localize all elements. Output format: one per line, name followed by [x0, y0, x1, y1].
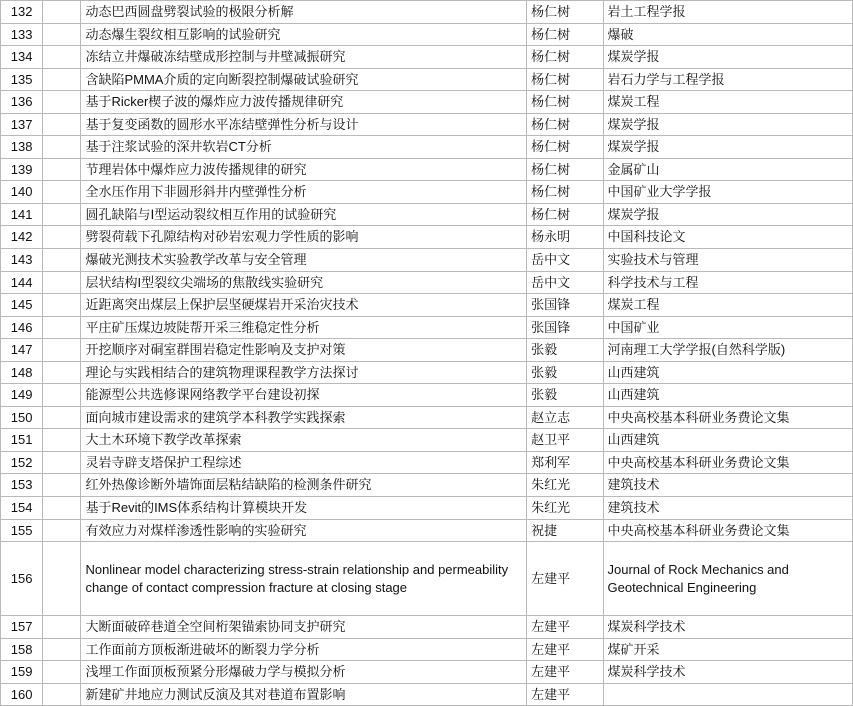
- row-index-cell: 148: [1, 361, 43, 384]
- journal-cell: 煤炭学报: [603, 136, 853, 159]
- paper-title-cell: 基于Revit的IMS体系结构计算模块开发: [81, 497, 527, 520]
- table-row: [1, 519, 853, 542]
- row-spacer-cell: [43, 1, 81, 24]
- row-spacer-cell: [43, 226, 81, 249]
- row-index-cell: 153: [1, 474, 43, 497]
- journal-cell: 煤炭工程: [603, 91, 853, 114]
- author-cell: 朱红光: [527, 497, 603, 520]
- row-spacer-cell: [43, 271, 81, 294]
- paper-title-cell: 平庄矿压煤边坡陡帮开采三维稳定性分析: [81, 316, 527, 339]
- paper-title-cell: 新建矿井地应力测试反演及其对巷道布置影响: [81, 683, 527, 706]
- row-index-cell: 149: [1, 384, 43, 407]
- table-row: [1, 361, 853, 384]
- author-cell: 杨仁树: [527, 158, 603, 181]
- paper-title-cell: 大土木环境下教学改革探索: [81, 429, 527, 452]
- row-spacer-cell: [43, 451, 81, 474]
- paper-title-cell: 节理岩体中爆炸应力波传播规律的研究: [81, 158, 527, 181]
- paper-title-cell: 动态巴西圆盘劈裂试验的极限分析解: [81, 1, 527, 24]
- row-index-cell: 157: [1, 616, 43, 639]
- row-index-cell: 151: [1, 429, 43, 452]
- table-row: [1, 661, 853, 684]
- table-row: [1, 316, 853, 339]
- row-spacer-cell: [43, 406, 81, 429]
- author-cell: 杨仁树: [527, 1, 603, 24]
- author-cell: 岳中文: [527, 271, 603, 294]
- table-row: [1, 68, 853, 91]
- author-cell: 杨永明: [527, 226, 603, 249]
- journal-cell: 煤炭科学技术: [603, 661, 853, 684]
- paper-title-cell: 浅埋工作面顶板预紧分形爆破力学与模拟分析: [81, 661, 527, 684]
- row-index-cell: 159: [1, 661, 43, 684]
- table-row: [1, 158, 853, 181]
- journal-cell: 建筑技术: [603, 497, 853, 520]
- journal-cell: 山西建筑: [603, 429, 853, 452]
- paper-title-cell: 理论与实践相结合的建筑物理课程教学方法探讨: [81, 361, 527, 384]
- table-row: [1, 271, 853, 294]
- row-spacer-cell: [43, 616, 81, 639]
- row-spacer-cell: [43, 497, 81, 520]
- row-spacer-cell: [43, 661, 81, 684]
- table-row: [1, 638, 853, 661]
- author-cell: 杨仁树: [527, 68, 603, 91]
- paper-title-cell: 爆破光测技术实验教学改革与安全管理: [81, 249, 527, 272]
- row-spacer-cell: [43, 683, 81, 706]
- row-spacer-cell: [43, 113, 81, 136]
- row-spacer-cell: [43, 384, 81, 407]
- table-row: [1, 226, 853, 249]
- author-cell: 杨仁树: [527, 136, 603, 159]
- journal-cell: 建筑技术: [603, 474, 853, 497]
- paper-title-cell: 灵岩寺辟支塔保护工程综述: [81, 451, 527, 474]
- journal-cell: 煤炭学报: [603, 113, 853, 136]
- row-index-cell: 154: [1, 497, 43, 520]
- author-cell: 张毅: [527, 384, 603, 407]
- row-spacer-cell: [43, 203, 81, 226]
- table-row: [1, 429, 853, 452]
- author-cell: 张毅: [527, 361, 603, 384]
- paper-title-cell: 大断面破碎巷道全空间桁架锚索协同支护研究: [81, 616, 527, 639]
- paper-title-cell: 基于复变函数的圆形水平冻结壁弹性分析与设计: [81, 113, 527, 136]
- author-cell: 张毅: [527, 339, 603, 362]
- table-row: [1, 113, 853, 136]
- author-cell: 杨仁树: [527, 23, 603, 46]
- row-index-cell: 160: [1, 683, 43, 706]
- table-row: [1, 683, 853, 706]
- journal-cell: 煤矿开采: [603, 638, 853, 661]
- row-spacer-cell: [43, 158, 81, 181]
- author-cell: 赵立志: [527, 406, 603, 429]
- author-cell: 朱红光: [527, 474, 603, 497]
- table-row: [1, 339, 853, 362]
- row-index-cell: 143: [1, 249, 43, 272]
- paper-title-cell: 工作面前方顶板渐进破坏的断裂力学分析: [81, 638, 527, 661]
- row-index-cell: 152: [1, 451, 43, 474]
- row-spacer-cell: [43, 429, 81, 452]
- author-cell: 杨仁树: [527, 46, 603, 69]
- journal-cell: 山西建筑: [603, 361, 853, 384]
- author-cell: 岳中文: [527, 249, 603, 272]
- row-index-cell: 144: [1, 271, 43, 294]
- table-row: [1, 542, 853, 616]
- author-cell: 杨仁树: [527, 113, 603, 136]
- paper-title-cell: 面向城市建设需求的建筑学本科教学实践探索: [81, 406, 527, 429]
- row-spacer-cell: [43, 91, 81, 114]
- row-index-cell: 145: [1, 294, 43, 317]
- paper-title-cell: 基于Ricker楔子波的爆炸应力波传播规律研究: [81, 91, 527, 114]
- journal-cell: 中央高校基本科研业务费论文集: [603, 406, 853, 429]
- journal-cell: 煤炭学报: [603, 46, 853, 69]
- table-row: [1, 1, 853, 24]
- row-index-cell: 140: [1, 181, 43, 204]
- table-row: [1, 294, 853, 317]
- journal-cell: 煤炭工程: [603, 294, 853, 317]
- row-spacer-cell: [43, 68, 81, 91]
- row-spacer-cell: [43, 181, 81, 204]
- row-spacer-cell: [43, 46, 81, 69]
- row-spacer-cell: [43, 136, 81, 159]
- row-index-cell: 135: [1, 68, 43, 91]
- row-index-cell: 132: [1, 1, 43, 24]
- author-cell: 左建平: [527, 683, 603, 706]
- paper-title-cell: 能源型公共选修课网络教学平台建设初探: [81, 384, 527, 407]
- paper-title-cell: 动态爆生裂纹相互影响的试验研究: [81, 23, 527, 46]
- table-row: [1, 181, 853, 204]
- row-index-cell: 139: [1, 158, 43, 181]
- row-index-cell: 156: [1, 542, 43, 616]
- row-spacer-cell: [43, 23, 81, 46]
- publication-table-body: [1, 1, 853, 706]
- journal-cell: 中央高校基本科研业务费论文集: [603, 519, 853, 542]
- journal-cell: 中国科技论文: [603, 226, 853, 249]
- table-row: [1, 616, 853, 639]
- journal-cell: 中央高校基本科研业务费论文集: [603, 451, 853, 474]
- author-cell: 左建平: [527, 616, 603, 639]
- paper-title-cell: 层状结构I型裂纹尖端场的焦散线实验研究: [81, 271, 527, 294]
- row-index-cell: 141: [1, 203, 43, 226]
- row-index-cell: 158: [1, 638, 43, 661]
- journal-cell: 岩石力学与工程学报: [603, 68, 853, 91]
- journal-cell: 煤炭科学技术: [603, 616, 853, 639]
- table-row: [1, 46, 853, 69]
- paper-title-cell: 近距离突出煤层上保护层坚硬煤岩开采治灾技术: [81, 294, 527, 317]
- table-row: [1, 203, 853, 226]
- row-index-cell: 133: [1, 23, 43, 46]
- journal-cell: 中国矿业: [603, 316, 853, 339]
- table-row: [1, 384, 853, 407]
- table-row: [1, 136, 853, 159]
- row-spacer-cell: [43, 249, 81, 272]
- row-index-cell: 138: [1, 136, 43, 159]
- row-spacer-cell: [43, 519, 81, 542]
- paper-title-cell: 有效应力对煤样渗透性影响的实验研究: [81, 519, 527, 542]
- journal-cell: 中国矿业大学学报: [603, 181, 853, 204]
- paper-title-cell: Nonlinear model characterizing stress-strain relationship and permeability change of contact compression fracture at closing stage: [81, 542, 527, 616]
- journal-cell: 金属矿山: [603, 158, 853, 181]
- author-cell: 祝捷: [527, 519, 603, 542]
- author-cell: 杨仁树: [527, 181, 603, 204]
- row-index-cell: 146: [1, 316, 43, 339]
- author-cell: 张国锋: [527, 294, 603, 317]
- row-spacer-cell: [43, 638, 81, 661]
- row-spacer-cell: [43, 474, 81, 497]
- author-cell: 杨仁树: [527, 203, 603, 226]
- journal-cell: 山西建筑: [603, 384, 853, 407]
- table-row: [1, 406, 853, 429]
- journal-cell: 煤炭学报: [603, 203, 853, 226]
- row-spacer-cell: [43, 542, 81, 616]
- paper-title-cell: 红外热像诊断外墙饰面层粘结缺陷的检测条件研究: [81, 474, 527, 497]
- paper-title-cell: 开挖顺序对硐室群围岩稳定性影响及支护对策: [81, 339, 527, 362]
- row-spacer-cell: [43, 339, 81, 362]
- table-row: [1, 91, 853, 114]
- journal-cell: 科学技术与工程: [603, 271, 853, 294]
- table-row: [1, 249, 853, 272]
- row-index-cell: 142: [1, 226, 43, 249]
- author-cell: 左建平: [527, 542, 603, 616]
- paper-title-cell: 圆孔缺陷与Ⅰ型运动裂纹相互作用的试验研究: [81, 203, 527, 226]
- journal-cell: 河南理工大学学报(自然科学版): [603, 339, 853, 362]
- table-row: [1, 497, 853, 520]
- journal-cell: Journal of Rock Mechanics and Geotechnical Engineering: [603, 542, 853, 616]
- row-index-cell: 155: [1, 519, 43, 542]
- row-index-cell: 137: [1, 113, 43, 136]
- author-cell: 左建平: [527, 661, 603, 684]
- journal-cell: 实验技术与管理: [603, 249, 853, 272]
- author-cell: 杨仁树: [527, 91, 603, 114]
- row-index-cell: 150: [1, 406, 43, 429]
- row-spacer-cell: [43, 294, 81, 317]
- author-cell: 左建平: [527, 638, 603, 661]
- table-row: [1, 474, 853, 497]
- paper-title-cell: 全水压作用下非圆形斜井内壁弹性分析: [81, 181, 527, 204]
- row-index-cell: 134: [1, 46, 43, 69]
- row-spacer-cell: [43, 316, 81, 339]
- journal-cell: 岩土工程学报: [603, 1, 853, 24]
- paper-title-cell: 冻结立井爆破冻结壁成形控制与井壁减振研究: [81, 46, 527, 69]
- row-index-cell: 147: [1, 339, 43, 362]
- table-row: [1, 451, 853, 474]
- paper-title-cell: 劈裂荷载下孔隙结构对砂岩宏观力学性质的影响: [81, 226, 527, 249]
- table-row: [1, 23, 853, 46]
- journal-cell: [603, 683, 853, 706]
- paper-title-cell: 含缺陷PMMA介质的定向断裂控制爆破试验研究: [81, 68, 527, 91]
- author-cell: 郑利军: [527, 451, 603, 474]
- paper-title-cell: 基于注浆试验的深井软岩CT分析: [81, 136, 527, 159]
- journal-cell: 爆破: [603, 23, 853, 46]
- row-index-cell: 136: [1, 91, 43, 114]
- author-cell: 张国锋: [527, 316, 603, 339]
- row-spacer-cell: [43, 361, 81, 384]
- author-cell: 赵卫平: [527, 429, 603, 452]
